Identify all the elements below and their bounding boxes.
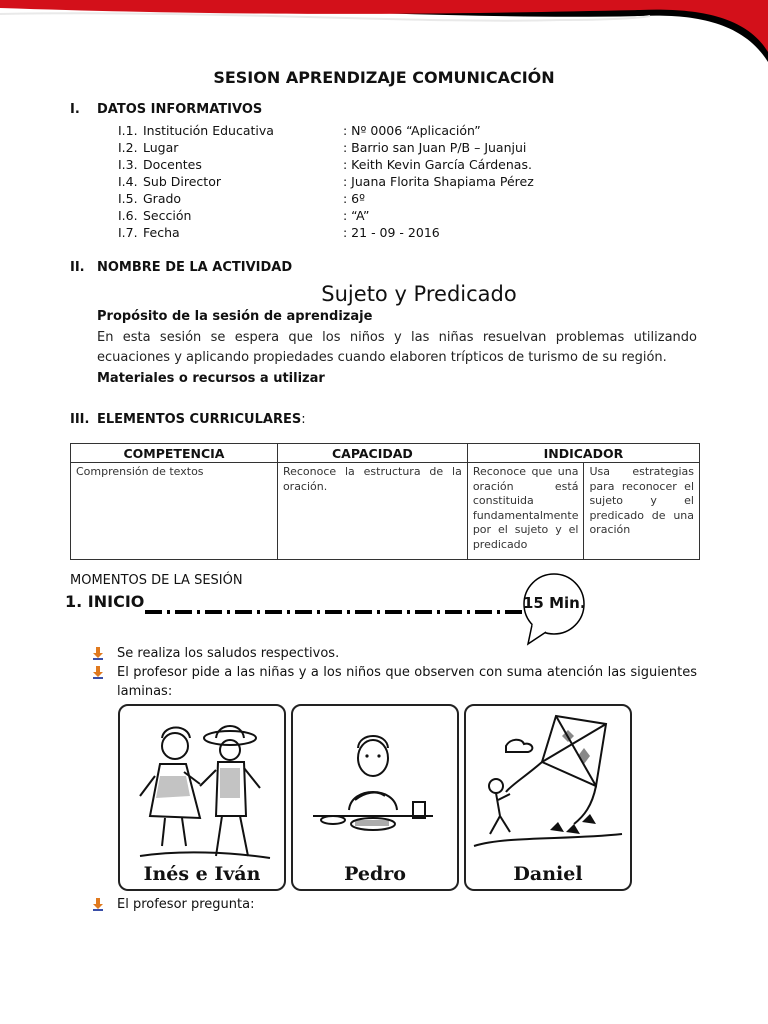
table-row [71, 463, 700, 560]
info-label: Grado [143, 191, 182, 206]
info-value: : Juana Florita Shapiama Pérez [343, 174, 534, 189]
info-value: : Nº 0006 “Aplicación” [343, 123, 481, 138]
info-row [118, 190, 534, 207]
info-label: Lugar [143, 140, 179, 155]
info-code: I.2. [118, 140, 138, 155]
info-row [118, 156, 534, 173]
info-row [118, 122, 534, 139]
section-label: ELEMENTOS CURRICULARES [97, 412, 302, 427]
info-value: : Keith Kevin García Cárdenas. [343, 157, 532, 172]
page-title: SESION APRENDIZAJE COMUNICACIÓN [213, 68, 555, 87]
info-code: I.1. [118, 123, 138, 138]
cell-indicador-1: Reconoce que una oración está constituida fundamentalmente por el sujeto y el predicado [467, 463, 584, 560]
info-value: : Barrio san Juan P/B – Juanjui [343, 140, 527, 155]
activity-name: Sujeto y Predicado [321, 282, 517, 306]
info-code: I.5. [118, 191, 138, 206]
info-code: I.3. [118, 157, 138, 172]
info-label: Sección [143, 208, 192, 223]
down-arrow-icon [92, 666, 104, 679]
info-label: Docentes [143, 157, 202, 172]
info-row [118, 224, 534, 241]
list-item [92, 663, 697, 701]
section-number: II. [70, 260, 85, 275]
picture-caption: Inés e Iván [143, 863, 261, 885]
curriculum-table [70, 443, 700, 560]
cell-capacidad: Reconoce la estructura de la oración. [277, 463, 467, 560]
info-row [118, 207, 534, 224]
info-code: I.4. [118, 174, 138, 189]
header-indicador: INDICADOR [467, 444, 699, 463]
inicio-heading: 1. INICIO [65, 592, 145, 611]
info-label: Institución Educativa [143, 123, 274, 138]
info-value: : 21 - 09 - 2016 [343, 225, 440, 240]
dash-line [145, 610, 523, 614]
section-label: NOMBRE DE LA ACTIVIDAD [97, 260, 293, 275]
purpose-text: En esta sesión se espera que los niños y las niñas resuelvan problemas utilizando ecuaciones y aplicando propiedades cuando elaboren trípticos de turismo de su región. [97, 330, 697, 365]
picture-caption: Pedro [344, 863, 406, 885]
picture-pedro [291, 704, 459, 891]
boy-with-kite-illustration [466, 706, 630, 889]
down-arrow-icon [92, 647, 104, 660]
header-capacidad: CAPACIDAD [277, 444, 467, 463]
info-label: Sub Director [143, 174, 221, 189]
dancing-children-illustration [120, 706, 284, 889]
bullet-text: El profesor pide a las niñas y a los niños que observen con suma atención las siguientes laminas: [117, 665, 697, 699]
picture-caption: Daniel [513, 863, 583, 885]
header-competencia: COMPETENCIA [71, 444, 278, 463]
section-suffix: : [301, 412, 306, 427]
materials-heading: Materiales o recursos a utilizar [97, 371, 325, 386]
picture-daniel [464, 704, 632, 891]
down-arrow-icon [92, 898, 104, 911]
bullet-text: El profesor pregunta: [117, 897, 255, 912]
bullet-text: Se realiza los saludos respectivos. [117, 646, 340, 661]
info-row [118, 173, 534, 190]
info-value: : 6º [343, 191, 366, 206]
section-datos-informativos [70, 102, 262, 117]
cell-indicador-2: Usa estrategias para reconocer el sujeto y el predicado de una oración [584, 463, 700, 560]
purpose-heading: Propósito de la sesión de aprendizaje [97, 309, 373, 324]
section-elementos-curriculares [70, 412, 306, 427]
section-label: DATOS INFORMATIVOS [97, 102, 263, 117]
picture-ines-ivan [118, 704, 286, 891]
time-label: 15 Min. [523, 594, 586, 612]
section-number: III. [70, 412, 90, 427]
moments-heading: MOMENTOS DE LA SESIÓN [70, 573, 243, 588]
header-banner [0, 0, 768, 70]
info-label: Fecha [143, 225, 180, 240]
info-row [118, 139, 534, 156]
table-header-row [71, 444, 700, 463]
section-number: I. [70, 102, 80, 117]
info-list [118, 122, 534, 241]
section-nombre-actividad [70, 260, 292, 275]
info-code: I.6. [118, 208, 138, 223]
list-item [92, 895, 697, 914]
boy-eating-illustration [293, 706, 457, 889]
cell-competencia: Comprensión de textos [71, 463, 278, 560]
info-value: : “A” [343, 208, 370, 223]
info-code: I.7. [118, 225, 138, 240]
list-item [92, 644, 697, 663]
